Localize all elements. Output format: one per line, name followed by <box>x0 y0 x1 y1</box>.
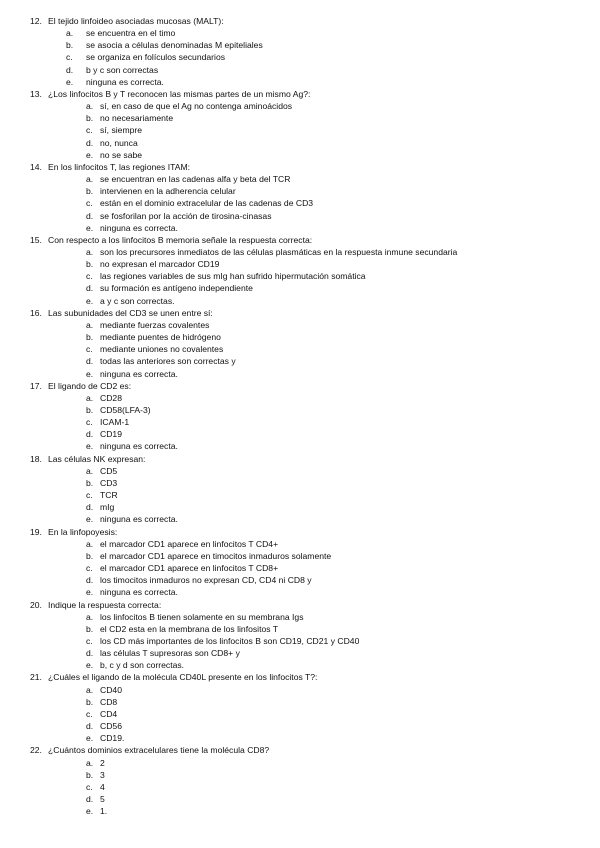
question-16 <box>0 307 600 380</box>
answer-option <box>0 586 600 598</box>
question-18 <box>0 453 600 526</box>
answer-option <box>0 732 600 744</box>
option-text: el CD2 esta en la membrana de los linfositos T <box>100 623 279 634</box>
question-number: 12. <box>30 16 42 26</box>
option-text: ninguna es correcta. <box>100 222 178 233</box>
option-text: el marcador CD1 aparece en linfocitos T CD8+ <box>100 563 279 574</box>
option-letter: b. <box>86 186 94 197</box>
answer-option <box>0 222 600 234</box>
answer-option <box>0 538 600 550</box>
option-letter: e. <box>86 514 94 525</box>
answer-option <box>0 319 600 331</box>
option-text: son los precursores inmediatos de las células plasmáticas en la respuesta inmune secundaria <box>100 246 458 257</box>
option-letter: a. <box>86 174 94 185</box>
answer-option <box>0 368 600 380</box>
option-letter: c. <box>86 781 93 792</box>
option-text: no, nunca <box>100 137 138 148</box>
option-text: CD58(LFA-3) <box>100 405 151 415</box>
question-row <box>0 671 600 683</box>
answer-option <box>0 465 600 477</box>
answer-option <box>0 781 600 793</box>
answer-option <box>0 76 600 88</box>
question-21 <box>0 671 600 744</box>
answer-option <box>0 562 600 574</box>
option-letter: a. <box>86 757 94 768</box>
answer-option <box>0 416 600 428</box>
question-number: 13. <box>30 88 42 99</box>
option-letter: e. <box>86 733 94 744</box>
option-text: no expresan el marcador CD19 <box>100 259 220 270</box>
question-row <box>0 526 600 538</box>
answer-option <box>0 343 600 355</box>
option-text: los timocitos inmaduros no expresan CD, CD4 ni CD8 y <box>100 575 312 586</box>
option-text: todas las anteriores son correctas y <box>100 356 236 367</box>
option-letter: c. <box>86 490 93 501</box>
option-text: sí, en caso de que el Ag no contenga aminoácidos <box>100 101 293 112</box>
question-text: Indique la respuesta correcta: <box>48 599 162 610</box>
answer-option <box>0 440 600 452</box>
question-14 <box>0 161 600 234</box>
answer-option <box>0 331 600 343</box>
option-text: 1. <box>100 806 108 817</box>
answer-option <box>0 392 600 404</box>
question-text: ¿Cuáles el ligando de la molécula CD40L presente en los linfocitos T?: <box>48 672 318 683</box>
question-13 <box>0 88 600 161</box>
answer-option <box>0 623 600 635</box>
question-number: 19. <box>30 526 42 537</box>
question-row <box>0 744 600 756</box>
option-letter: d. <box>86 502 94 513</box>
answer-option <box>0 39 600 51</box>
question-text: En la linfopoyesis: <box>48 526 118 537</box>
option-letter: c. <box>86 271 93 282</box>
answer-option <box>0 489 600 501</box>
option-text: ninguna es correcta. <box>86 76 164 87</box>
answer-option <box>0 355 600 367</box>
option-letter: e. <box>66 76 74 87</box>
option-text: ninguna es correcta. <box>100 587 178 598</box>
option-text: CD8 <box>100 696 118 707</box>
option-text: ninguna es correcta. <box>100 441 178 452</box>
option-text: CD40 <box>100 684 122 695</box>
option-text: mediante fuerzas covalentes <box>100 319 210 330</box>
question-text: Las células NK expresan: <box>48 453 146 464</box>
question-row <box>0 234 600 246</box>
option-letter: d. <box>86 648 94 659</box>
answer-option <box>0 258 600 270</box>
option-letter: e. <box>86 368 94 379</box>
question-row <box>0 380 600 392</box>
option-letter: c. <box>86 635 93 646</box>
option-letter: c. <box>86 125 93 136</box>
answer-option <box>0 513 600 525</box>
answer-option <box>0 64 600 76</box>
option-text: ninguna es correcta. <box>100 514 178 525</box>
option-letter: b. <box>66 40 74 51</box>
question-row <box>0 599 600 611</box>
answer-option <box>0 720 600 732</box>
option-text: 3 <box>100 769 105 780</box>
option-text: CD28 <box>100 392 122 403</box>
option-letter: d. <box>86 137 94 148</box>
option-letter: a. <box>86 465 94 476</box>
question-number: 20. <box>30 599 42 610</box>
answer-option <box>0 793 600 805</box>
question-20 <box>0 599 600 672</box>
option-letter: d. <box>86 356 94 367</box>
question-17 <box>0 380 600 453</box>
question-text: Las subunidades del CD3 se unen entre sí: <box>48 307 213 318</box>
option-letter: a. <box>86 246 94 257</box>
option-text: TCR <box>100 490 118 501</box>
option-text: CD19 <box>100 429 122 440</box>
option-text: no se sabe <box>100 149 143 160</box>
option-letter: d. <box>86 283 94 294</box>
answer-option <box>0 805 600 817</box>
option-letter: b. <box>86 405 94 415</box>
answer-option <box>0 246 600 258</box>
option-text: el marcador CD1 aparece en linfocitos T CD4+ <box>100 538 279 549</box>
question-text: Con respecto a los linfocitos B memoria señale la respuesta correcta: <box>48 234 313 245</box>
option-letter: b. <box>86 769 94 780</box>
answer-option <box>0 635 600 647</box>
option-letter: b. <box>86 477 94 488</box>
option-letter: e. <box>86 222 94 233</box>
option-letter: c. <box>86 563 93 574</box>
question-row <box>0 15 600 27</box>
answer-option <box>0 574 600 586</box>
answer-option <box>0 282 600 294</box>
option-text: ninguna es correcta. <box>100 368 178 379</box>
option-letter: c. <box>86 198 93 209</box>
option-text: CD4 <box>100 708 118 719</box>
question-text: ¿Los linfocitos B y T reconocen las mismas partes de un mismo Ag?: <box>48 88 311 99</box>
option-text: se organiza en folículos secundarios <box>86 52 226 63</box>
question-12 <box>0 15 600 88</box>
option-letter: c. <box>86 417 93 428</box>
option-text: ICAM-1 <box>100 417 130 428</box>
question-row <box>0 453 600 465</box>
option-text: b y c son correctas <box>86 64 159 75</box>
answer-option <box>0 149 600 161</box>
question-text: El ligando de CD2 es: <box>48 380 132 391</box>
option-letter: a. <box>66 28 74 39</box>
option-letter: e. <box>86 660 94 671</box>
option-text: mIg <box>100 502 115 513</box>
option-letter: b. <box>86 259 94 270</box>
option-letter: c. <box>66 52 73 63</box>
question-number: 16. <box>30 307 42 318</box>
answer-option <box>0 611 600 623</box>
option-text: se fosforilan por la acción de tirosina-cinasas <box>100 210 272 221</box>
answer-option <box>0 659 600 671</box>
option-letter: d. <box>86 210 94 221</box>
answer-option <box>0 647 600 659</box>
option-text: b, c y d son correctas. <box>100 660 185 671</box>
option-text: mediante puentes de hidrógeno <box>100 332 221 343</box>
answer-option <box>0 769 600 781</box>
answer-option <box>0 404 600 416</box>
answer-option <box>0 550 600 562</box>
option-text: a y c son correctas. <box>100 295 175 306</box>
question-19 <box>0 526 600 599</box>
question-number: 15. <box>30 234 42 245</box>
option-text: las células T supresoras son CD8+ y <box>100 648 240 659</box>
option-letter: d. <box>86 721 94 732</box>
answer-option <box>0 100 600 112</box>
option-text: 5 <box>100 794 105 804</box>
answer-option <box>0 137 600 149</box>
answer-option <box>0 124 600 136</box>
option-letter: e. <box>86 295 94 306</box>
option-letter: e. <box>86 806 94 817</box>
option-text: los CD más importantes de los linfocitos B son CD19, CD21 y CD40 <box>100 635 360 646</box>
question-text: El tejido linfoideo asociadas mucosas (MALT): <box>48 16 224 26</box>
option-text: 4 <box>100 781 105 792</box>
option-text: CD19. <box>100 733 125 744</box>
option-letter: e. <box>86 441 94 452</box>
option-text: las regiones variables de sus mIg han sufrido hipermutación somática <box>100 271 366 282</box>
answer-option <box>0 51 600 63</box>
answer-option <box>0 295 600 307</box>
option-letter: b. <box>86 550 94 561</box>
option-text: están en el dominio extracelular de las cadenas de CD3 <box>100 198 314 209</box>
option-letter: d. <box>66 64 74 75</box>
answer-option <box>0 112 600 124</box>
option-letter: d. <box>86 794 94 804</box>
answer-option <box>0 708 600 720</box>
question-number: 14. <box>30 161 42 172</box>
option-letter: a. <box>86 101 94 112</box>
option-text: sí, siempre <box>100 125 143 136</box>
option-text: CD3 <box>100 477 118 488</box>
option-letter: a. <box>86 611 94 622</box>
question-row <box>0 307 600 319</box>
option-letter: a. <box>86 538 94 549</box>
question-text: ¿Cuántos dominios extracelulares tiene la molécula CD8? <box>48 745 270 756</box>
option-letter: b. <box>86 623 94 634</box>
answer-option <box>0 477 600 489</box>
option-letter: c. <box>86 344 93 355</box>
answer-option <box>0 684 600 696</box>
answer-option <box>0 197 600 209</box>
question-number: 17. <box>30 380 42 391</box>
answer-option <box>0 428 600 440</box>
answer-option <box>0 210 600 222</box>
option-text: se encuentra en el timo <box>86 28 176 39</box>
option-text: CD56 <box>100 721 122 732</box>
answer-option <box>0 185 600 197</box>
option-text: su formación es antígeno independiente <box>100 283 253 294</box>
answer-option <box>0 696 600 708</box>
question-row <box>0 88 600 100</box>
option-letter: b. <box>86 696 94 707</box>
option-letter: d. <box>86 575 94 586</box>
option-letter: e. <box>86 149 94 160</box>
option-text: no necesariamente <box>100 113 174 124</box>
answer-option <box>0 27 600 39</box>
answer-option <box>0 501 600 513</box>
answer-option <box>0 270 600 282</box>
question-number: 22. <box>30 745 42 756</box>
option-text: 2 <box>100 757 105 768</box>
option-letter: a. <box>86 684 94 695</box>
option-text: mediante uniones no covalentes <box>100 344 224 355</box>
option-letter: b. <box>86 113 94 124</box>
question-list <box>0 15 600 817</box>
question-15 <box>0 234 600 307</box>
option-letter: b. <box>86 332 94 343</box>
option-text: el marcador CD1 aparece en timocitos inmaduros solamente <box>100 550 332 561</box>
question-number: 18. <box>30 453 42 464</box>
option-text: CD5 <box>100 465 118 476</box>
answer-option <box>0 173 600 185</box>
option-text: los linfocitos B tienen solamente en su membrana Igs <box>100 611 304 622</box>
option-letter: a. <box>86 392 94 403</box>
question-number: 21. <box>30 672 42 683</box>
answer-option <box>0 757 600 769</box>
option-text: se asocia a células denominadas M epiteliales <box>86 40 263 51</box>
option-text: intervienen en la adherencia celular <box>100 186 236 197</box>
option-letter: d. <box>86 429 94 440</box>
option-text: se encuentran en las cadenas alfa y beta del TCR <box>100 174 291 185</box>
option-letter: a. <box>86 319 94 330</box>
option-letter: c. <box>86 708 93 719</box>
question-22 <box>0 744 600 817</box>
question-row <box>0 161 600 173</box>
option-letter: e. <box>86 587 94 598</box>
question-text: En los linfocitos T, las regiones ITAM: <box>48 161 191 172</box>
